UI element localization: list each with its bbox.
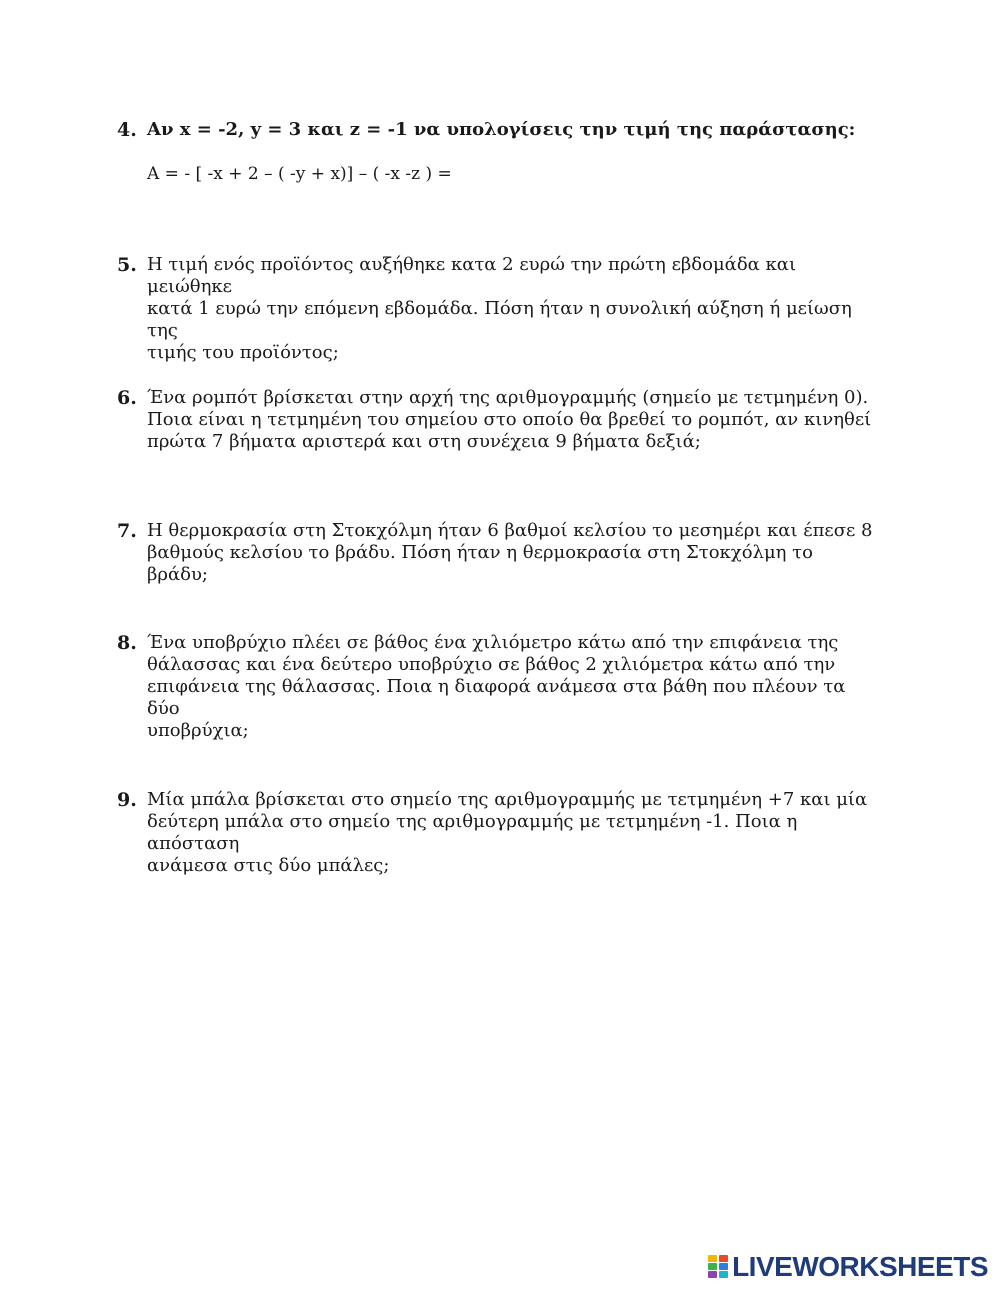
question-7 bbox=[117, 520, 877, 586]
question-6 bbox=[117, 387, 877, 453]
question-number: 9. bbox=[117, 789, 137, 811]
question-4 bbox=[117, 119, 877, 141]
question-text: Η τιμή ενός προϊόντος αυξήθηκε κατα 2 ευρώ την πρώτη εβδομάδα και μειώθηκε κατά 1 ευρώ την επόμενη εβδομάδα. Πόση ήταν η συνολική αύξηση ή μείωση της τιμής του προϊόντος; bbox=[147, 254, 852, 363]
logo-mark-tile bbox=[708, 1263, 717, 1270]
question-number: 8. bbox=[117, 632, 137, 654]
expression-line: Α = - [ -x + 2 – ( -y + x)] – ( -x -z ) = bbox=[147, 164, 452, 184]
logo-mark-tile bbox=[719, 1255, 728, 1262]
question-text: Ένα υποβρύχιο πλέει σε βάθος ένα χιλιόμετρο κάτω από την επιφάνεια της θάλασσας και ένα δεύτερο υποβρύχιο σε βάθος 2 χιλιόμετρα κάτω από την επιφάνεια της θάλασσας. Ποια η διαφορά ανάμεσα στα βάθη που πλέουν τα δύο υποβρύχια; bbox=[147, 632, 846, 741]
logo-mark-icon bbox=[708, 1255, 728, 1279]
question-number: 5. bbox=[117, 254, 137, 276]
logo-mark-tile bbox=[719, 1263, 728, 1270]
liveworksheets-logo bbox=[708, 1252, 988, 1282]
question-5 bbox=[117, 254, 877, 364]
question-text: Μία μπάλα βρίσκεται στο σημείο της αριθμογραμμής με τετμημένη +7 και μία δεύτερη μπάλα στο σημείο της αριθμογραμμής με τετμημένη -1. Ποια η απόσταση ανάμεσα στις δύο μπάλες; bbox=[147, 789, 868, 876]
question-number: 4. bbox=[117, 119, 137, 141]
question-text: Αν x = -2, y = 3 και z = -1 να υπολογίσεις την τιμή της παράστασης: bbox=[147, 119, 856, 140]
logo-text: LIVEWORKSHEETS bbox=[732, 1251, 988, 1282]
question-9 bbox=[117, 789, 877, 877]
logo-mark-tile bbox=[708, 1271, 717, 1278]
question-number: 7. bbox=[117, 520, 137, 542]
question-text: Η θερμοκρασία στη Στοκχόλμη ήταν 6 βαθμοί κελσίου το μεσημέρι και έπεσε 8 βαθμούς κελσίου το βράδυ. Πόση ήταν η θερμοκρασία στη Στοκχόλμη το βράδυ; bbox=[147, 520, 873, 585]
question-8 bbox=[117, 632, 877, 742]
question-text: Ένα ρομπότ βρίσκεται στην αρχή της αριθμογραμμής (σημείο με τετμημένη 0). Ποια είναι η τετμημένη του σημείου στο οποίο θα βρεθεί το ρομπότ, αν κινηθεί πρώτα 7 βήματα αριστερά και στη συνέχεια 9 βήματα δεξιά; bbox=[147, 387, 872, 452]
logo-mark-tile bbox=[708, 1255, 717, 1262]
logo-mark-tile bbox=[719, 1271, 728, 1278]
question-number: 6. bbox=[117, 387, 137, 409]
